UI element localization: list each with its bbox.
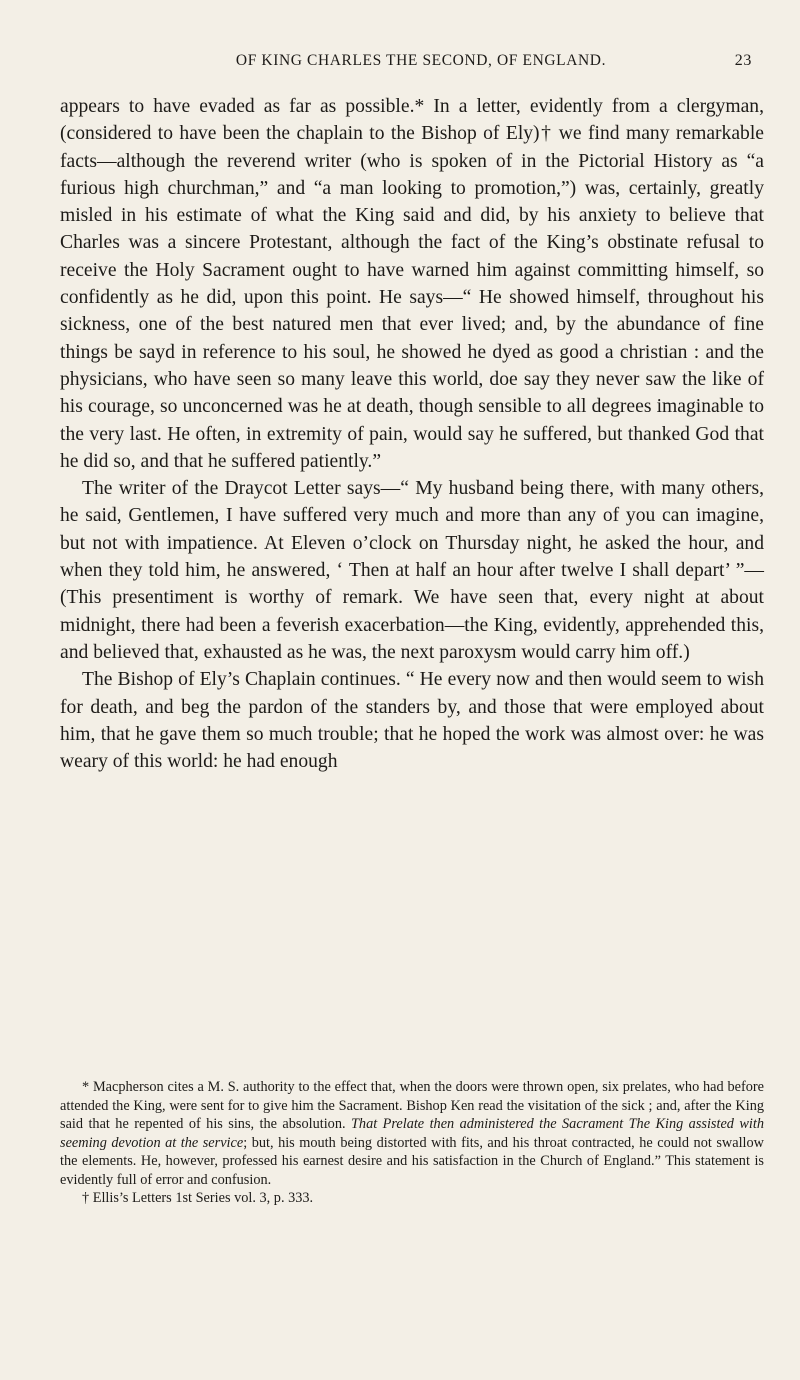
- footnote-1-italic: That Prelate then administered the Sacrament The King assisted with seeming devotion at the service: [60, 1116, 764, 1151]
- page-header: [90, 52, 752, 74]
- footnote-1-text-a: Macpherson cites a M. S. authority to the effect that, when the doors were thrown open, six prelates, who had before attended the King, were sent for to give him the Sacrament. Bishop Ken read the visitation of the sick ; and, after the King said that he repented of his sins, the absolution.: [60, 1079, 764, 1132]
- paragraph-1-middle: In a letter, evidently from a clergyman, (considered to have been the chaplain to the Bishop of Ely): [60, 96, 764, 145]
- main-text: [60, 93, 764, 775]
- footnote-2: [60, 1189, 764, 1208]
- footnote-ref-2: †: [539, 123, 553, 145]
- footnote-1-mark: *: [82, 1079, 90, 1095]
- paragraph-3: The Bishop of Ely’s Chaplain continues. “ He every now and then would seem to wish for death, and beg the pardon of the standers by, and those that were employed about him, that he gave them so much trouble; that he hoped the work was almost over: he was weary of this world: he had enough: [60, 669, 764, 773]
- paragraph-1-start: appears to have evaded as far as possible.: [60, 96, 415, 117]
- paragraph-1-end: we find many remarkable facts—although the reverend writer (who is spoken of in the Pictorial History as “a furious high churchman,” and “a man looking to promotion,”) was, certainly, greatly misled in his estimate of what the King said and did, by his anxiety to believe that Charles was a sincere Protestant, although the fact of the King’s obstinate refusal to receive the Holy Sacrament ought to have warned him against committing himself, so confidently as he did, upon this point. He says—“ He showed himself, throughout his sickness, one of the best natured men that ever lived; and, by the abundance of fine things be sayd in reference to his soul, he showed he dyed as good a christian : and the physicians, who have seen so many leave this world, doe say they never saw the like of his courage, so unconcerned was he at death, though sensible to all degrees imaginable to the very last. He often, in extremity of pain, would say he suffered, but thanked God that he did so, and that he suffered patiently.”: [60, 123, 764, 472]
- paragraph-2: The writer of the Draycot Letter says—“ My husband being there, with many others, he said, Gentlemen, I have suffered very much and more than any of you can imagine, but not with impatience. At Eleven o’clock on Thursday night, he asked the hour, and when they told him, he answered, ‘ Then at half an hour after twelve I shall depart’ ”—(This presentiment is worthy of remark. We have seen that, every night at about midnight, there had been a feverish exacerbation—the King, evidently, apprehended this, and believed that, exhausted as he was, the next paroxysm would carry him off.): [60, 478, 764, 663]
- footnotes: [60, 1078, 764, 1208]
- footnote-1-text-b: ; but, his mouth being distorted with fits, and his throat contracted, he could not swallow the elements. He, however, professed his earnest desire and his satisfaction in the Church of England.” This statement is evidently full of error and confusion.: [60, 1134, 764, 1188]
- footnote-2-mark: †: [82, 1190, 90, 1206]
- page-number: 23: [734, 52, 752, 69]
- footnote-2-text: Ellis’s Letters 1st Series vol. 3, p. 333.: [89, 1190, 314, 1206]
- footnote-ref-1: *: [414, 96, 425, 117]
- paragraph-1: [60, 93, 764, 475]
- running-title: OF KING CHARLES THE SECOND, OF ENGLAND.: [235, 52, 607, 69]
- footnote-1: [60, 1078, 764, 1189]
